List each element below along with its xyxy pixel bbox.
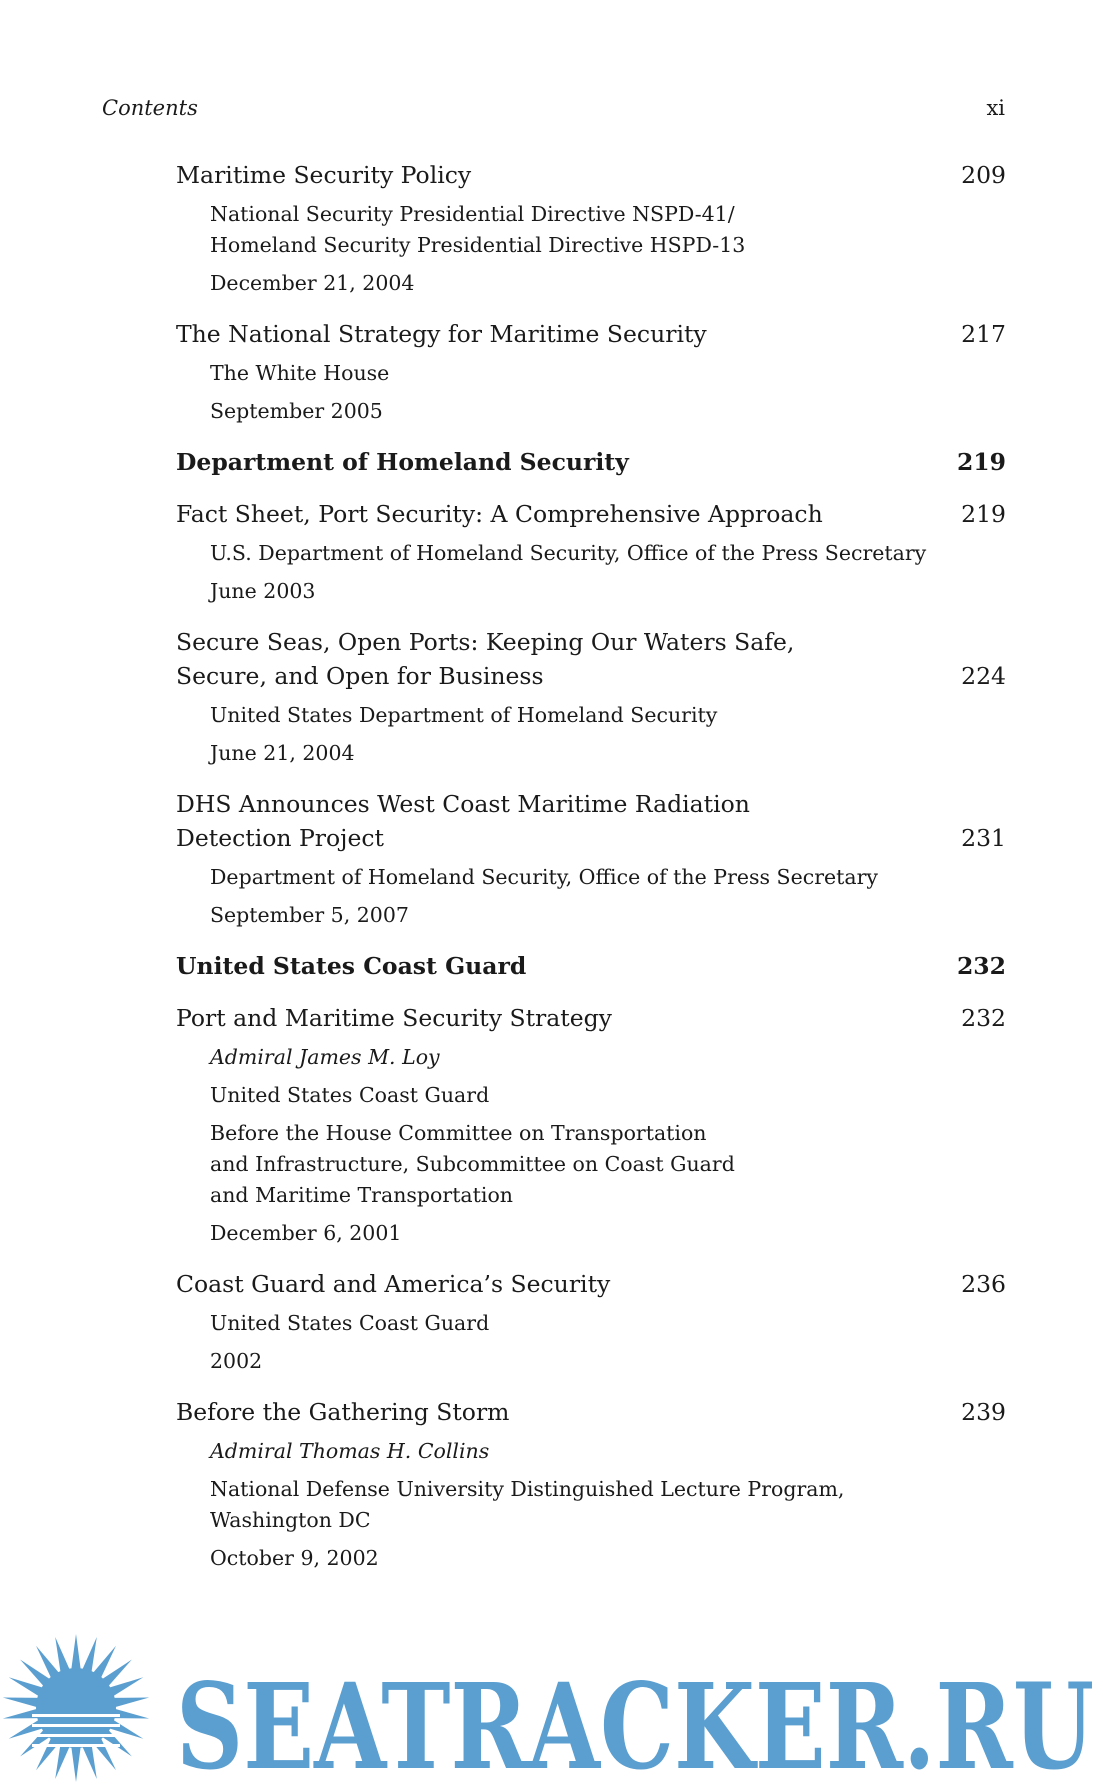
toc-entry-detail: The White House bbox=[210, 361, 390, 385]
toc-entry-head bbox=[176, 158, 1006, 192]
toc-entry-title: Port and Maritime Security Strategy bbox=[176, 1004, 612, 1032]
toc-entry bbox=[176, 1267, 1006, 1377]
toc-entry bbox=[176, 787, 1006, 931]
watermark-graphic bbox=[0, 1632, 1103, 1785]
toc-entry-head bbox=[176, 787, 1006, 855]
toc-entry-title: Secure Seas, Open Ports: Keeping Our Waters Safe, Secure, and Open for Business bbox=[176, 628, 795, 690]
toc-section-heading bbox=[176, 445, 1006, 479]
toc-section-heading bbox=[176, 949, 1006, 983]
toc-entry-details bbox=[176, 700, 1006, 769]
running-head-section: Contents bbox=[102, 96, 198, 120]
toc-entry-detail: United States Coast Guard bbox=[210, 1083, 490, 1107]
toc-entry-detail: October 9, 2002 bbox=[210, 1546, 379, 1570]
toc-entry-page-number: 224 bbox=[961, 662, 1006, 690]
watermark bbox=[0, 1632, 1103, 1785]
toc-entry-page-number: 219 bbox=[961, 500, 1006, 528]
toc-entry-details bbox=[176, 1308, 1006, 1377]
toc-entry-page-number: 236 bbox=[961, 1270, 1006, 1298]
toc-entry-detail: National Defense University Distinguished Lecture Program, Washington DC bbox=[210, 1477, 845, 1532]
toc-entry bbox=[176, 1395, 1006, 1574]
toc-entry-page-number: 219 bbox=[956, 448, 1006, 476]
toc-entry-details bbox=[176, 862, 1006, 931]
toc-entry-page-number: 232 bbox=[956, 952, 1006, 980]
toc-entry-detail: National Security Presidential Directive NSPD-41/ Homeland Security Presidential Directive HSPD-13 bbox=[210, 202, 746, 257]
toc-entry-details bbox=[176, 358, 1006, 427]
toc-entry-detail: December 21, 2004 bbox=[210, 271, 415, 295]
toc-entry-page-number: 232 bbox=[961, 1004, 1006, 1032]
running-head bbox=[102, 96, 1005, 120]
toc-entry bbox=[176, 158, 1006, 299]
toc-entry-page-number: 239 bbox=[961, 1398, 1006, 1426]
toc-entry-head bbox=[176, 625, 1006, 693]
toc-entry-title: The National Strategy for Maritime Security bbox=[176, 320, 707, 348]
toc-entry-detail: United States Coast Guard bbox=[210, 1311, 490, 1335]
toc-entry bbox=[176, 625, 1006, 769]
toc-entry-title: United States Coast Guard bbox=[176, 952, 527, 980]
running-head-page-number: xi bbox=[986, 96, 1005, 120]
toc-entry-title: DHS Announces West Coast Maritime Radiation Detection Project bbox=[176, 790, 750, 852]
toc-entry-head bbox=[176, 1395, 1006, 1429]
toc-entry bbox=[176, 317, 1006, 427]
toc-entry-head bbox=[176, 497, 1006, 531]
toc-entry-page-number: 231 bbox=[961, 824, 1006, 852]
toc-entry bbox=[176, 1001, 1006, 1249]
toc-entry-detail: Department of Homeland Security, Office of the Press Secretary bbox=[210, 865, 878, 889]
toc-entry-detail: September 2005 bbox=[210, 399, 383, 423]
sun-icon bbox=[3, 1634, 149, 1782]
toc-entry-title: Before the Gathering Storm bbox=[176, 1398, 510, 1426]
toc-entry-title: Department of Homeland Security bbox=[176, 448, 629, 476]
toc-entry-page-number: 217 bbox=[961, 320, 1006, 348]
toc-entry-details bbox=[176, 199, 1006, 299]
toc-entry-head bbox=[176, 445, 1006, 479]
toc-entry-author: Admiral Thomas H. Collins bbox=[210, 1439, 490, 1463]
toc-entry-author: Admiral James M. Loy bbox=[210, 1045, 440, 1069]
toc-entry-detail: December 6, 2001 bbox=[210, 1221, 402, 1245]
toc-entry-head bbox=[176, 1267, 1006, 1301]
toc-entry-head bbox=[176, 317, 1006, 351]
toc-entry-page-number: 209 bbox=[961, 161, 1006, 189]
watermark-text: SEATRACKER.RU bbox=[176, 1657, 1094, 1785]
toc-entry-details bbox=[176, 1436, 1006, 1574]
toc-entry-head bbox=[176, 949, 1006, 983]
toc-entry-title: Maritime Security Policy bbox=[176, 161, 472, 189]
toc-entry-detail: Before the House Committee on Transportation and Infrastructure, Subcommittee on Coast Guard and Maritime Transportation bbox=[210, 1121, 735, 1207]
toc-entry-title: Coast Guard and America’s Security bbox=[176, 1270, 611, 1298]
toc-entry-detail: September 5, 2007 bbox=[210, 903, 409, 927]
table-of-contents bbox=[176, 158, 1006, 1592]
toc-entry-details bbox=[176, 538, 1006, 607]
toc-entry-title: Fact Sheet, Port Security: A Comprehensive Approach bbox=[176, 500, 823, 528]
toc-entry bbox=[176, 497, 1006, 607]
toc-entry-detail: 2002 bbox=[210, 1349, 263, 1373]
toc-entry-detail: U.S. Department of Homeland Security, Office of the Press Secretary bbox=[210, 541, 927, 565]
toc-entry-detail: June 21, 2004 bbox=[210, 741, 355, 765]
toc-entry-details bbox=[176, 1042, 1006, 1249]
toc-entry-detail: United States Department of Homeland Security bbox=[210, 703, 718, 727]
toc-entry-detail: June 2003 bbox=[210, 579, 316, 603]
toc-entry-head bbox=[176, 1001, 1006, 1035]
